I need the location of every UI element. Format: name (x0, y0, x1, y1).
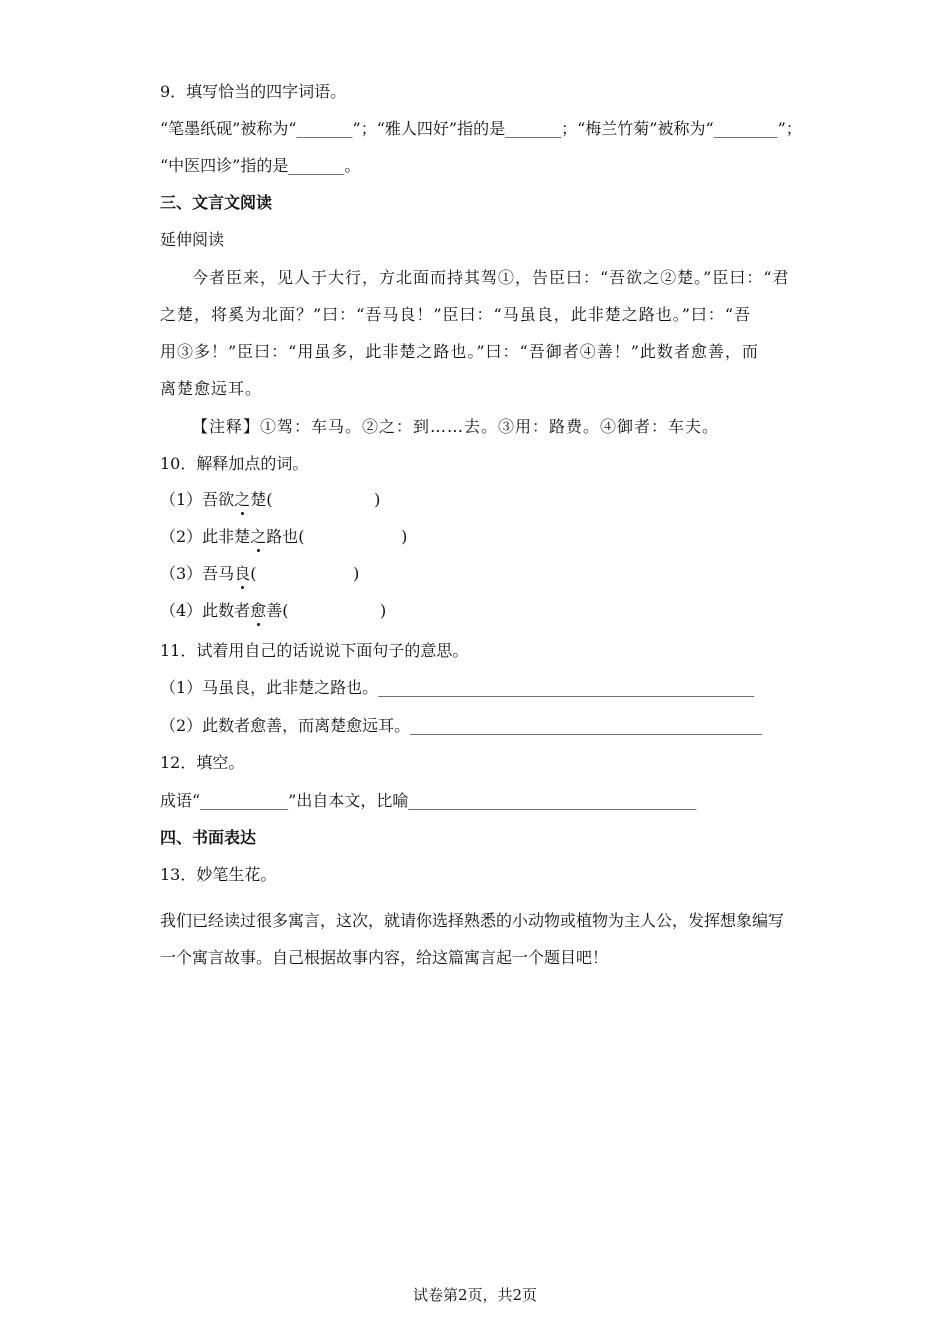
q11-item-1: （1）马虽良，此非楚之路也。_______________________________________________ (160, 678, 755, 697)
q10-item-2: （2）此非楚之路也( ) (160, 527, 408, 546)
dotted-word: 良 (234, 564, 251, 583)
q13-title: 13．妙笔生花。 (160, 865, 277, 884)
page-footer: 试卷第2页，共2页 (412, 1286, 538, 1304)
q9-line2: “中医四诊”指的是_______。 (160, 156, 361, 175)
q11-title: 11．试着用自己的话说说下面句子的意思。 (160, 641, 469, 660)
section3-sub: 延伸阅读 (160, 230, 225, 249)
q10-item-4: （4）此数者愈善( ) (160, 601, 387, 620)
passage-line-3: 用③多！”臣曰：“用虽多，此非楚之路也。”曰：“吾御者④善！”此数者愈善，而 (160, 342, 759, 361)
q12-line: 成语“___________”出自本文，比喻____________________________________ (160, 791, 697, 810)
q10-item-1: （1）吾欲之楚( ) (160, 490, 381, 509)
passage-line-4: 离楚愈远耳。 (160, 379, 263, 398)
q12-title: 12．填空。 (160, 753, 245, 772)
dotted-word: 愈 (250, 601, 267, 620)
q9-title: 9．填写恰当的四字词语。 (160, 82, 347, 101)
section4-heading: 四、书面表达 (160, 828, 257, 847)
passage-line-1: 今者臣来，见人于大行，方北面而持其驾①，告臣曰：“吾欲之②楚。”臣曰：“君 (192, 268, 790, 287)
q10-title: 10．解释加点的词。 (160, 454, 309, 473)
section3-heading: 三、文言文阅读 (160, 193, 273, 212)
passage-note: 【注释】①驾：车马。②之：到……去。③用：路费。④御者：车夫。 (192, 417, 720, 436)
q10-item-3: （3）吾马良( ) (160, 564, 360, 583)
dotted-word: 之 (250, 527, 267, 546)
dotted-word: 之 (234, 490, 251, 509)
q13-body: 我们已经读过很多寓言，这次，就请你选择熟悉的小动物或植物为主人公，发挥想象编写一个寓言故事。自己根据故事内容，给这篇寓言起一个题目吧！ (160, 911, 785, 967)
q9-line1: “笔墨纸砚”被称为“_______”；“雅人四好”指的是_______；“梅兰竹菊”被称为“________”； (160, 119, 802, 138)
passage-line-2: 之楚，将奚为北面？”曰：“吾马良！”臣曰：“马虽良，此非楚之路也。”曰：“吾 (160, 305, 752, 324)
q11-item-2: （2）此数者愈善，而离楚愈远耳。____________________________________________ (160, 716, 763, 735)
